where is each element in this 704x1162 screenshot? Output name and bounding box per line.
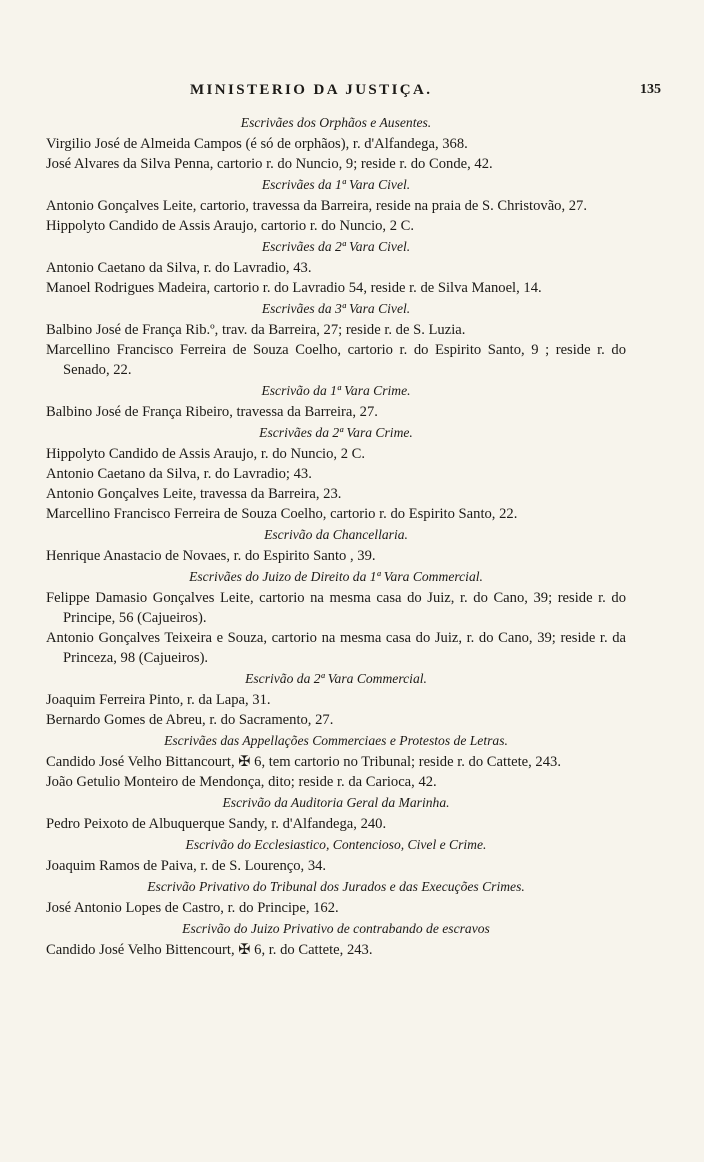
list-entry: Marcellino Francisco Ferreira de Souza Coelho, cartorio r. do Espirito Santo, 22. xyxy=(46,506,518,522)
list-entry: João Getulio Monteiro de Mendonça, dito; reside r. da Carioca, 42. xyxy=(46,774,437,790)
section-heading: Escrivão do Juizo Privativo de contrabando de escravos xyxy=(182,921,490,936)
list-entry: Virgilio José de Almeida Campos (é só de orphãos), r. d'Alfandega, 368. xyxy=(46,136,468,152)
list-entry: Candido José Velho Bittencourt, ✠ 6, r. do Cattete, 243. xyxy=(46,942,373,958)
section-heading: Escrivão da Auditoria Geral da Marinha. xyxy=(222,795,450,810)
section-heading: Escrivães da 2ª Vara Civel. xyxy=(261,239,411,254)
running-head xyxy=(0,82,704,104)
list-entry: Manoel Rodrigues Madeira, cartorio r. do Lavradio 54, reside r. de Silva Manoel, 14. xyxy=(46,280,542,296)
list-entry: Antonio Gonçalves Leite, travessa da Barreira, 23. xyxy=(46,486,342,502)
list-entry: José Alvares da Silva Penna, cartorio r. do Nuncio, 9; reside r. do Conde, 42. xyxy=(46,156,493,172)
section-heading: Escrivão da 2ª Vara Commercial. xyxy=(245,671,427,686)
list-entry: Hippolyto Candido de Assis Araujo, r. do Nuncio, 2 C. xyxy=(46,446,366,462)
list-entry: Balbino José de França Rib.º, trav. da Barreira, 27; reside r. de S. Luzia. xyxy=(46,322,466,338)
list-entry: Antonio Gonçalves Teixeira e Souza, cartorio na mesma casa do Juiz, r. do Cano, 39; reside r. da Princeza, 98 (Cajueiros). xyxy=(46,630,626,666)
list-entry: Joaquim Ferreira Pinto, r. da Lapa, 31. xyxy=(46,692,271,708)
list-entry: José Antonio Lopes de Castro, r. do Principe, 162. xyxy=(46,900,339,916)
list-entry: Candido José Velho Bittancourt, ✠ 6, tem cartorio no Tribunal; reside r. do Cattete, 243. xyxy=(46,754,561,770)
list-entry: Marcellino Francisco Ferreira de Souza Coelho, cartorio r. do Espirito Santo, 9 ; reside r. do Senado, 22. xyxy=(46,342,626,378)
section-heading: Escrivães das Appellações Commerciaes e Protestos de Letras. xyxy=(164,733,508,748)
section-heading: Escrivão da Chancellaria. xyxy=(264,527,408,542)
list-entry: Balbino José de França Ribeiro, travessa da Barreira, 27. xyxy=(46,404,378,420)
list-entry: Felippe Damasio Gonçalves Leite, cartorio na mesma casa do Juiz, r. do Cano, 39; reside r. do Principe, 56 (Cajueiros). xyxy=(46,590,626,626)
section-heading: Escrivão do Ecclesiastico, Contencioso, Civel e Crime. xyxy=(185,837,487,852)
section-heading: Escrivães dos Orphãos e Ausentes. xyxy=(240,115,432,130)
list-entry: Antonio Gonçalves Leite, cartorio, travessa da Barreira, reside na praia de S. Christovão, 27. xyxy=(46,198,588,214)
list-entry: Joaquim Ramos de Paiva, r. de S. Lourenço, 34. xyxy=(46,858,327,874)
list-entry: Antonio Caetano da Silva, r. do Lavradio, 43. xyxy=(46,260,312,276)
list-entry: Pedro Peixoto de Albuquerque Sandy, r. d'Alfandega, 240. xyxy=(46,816,387,832)
section-heading: Escrivão da 1ª Vara Crime. xyxy=(261,383,411,398)
list-entry: Hippolyto Candido de Assis Araujo, cartorio r. do Nuncio, 2 C. xyxy=(46,218,415,234)
section-heading: Escrivães da 2ª Vara Crime. xyxy=(259,425,413,440)
list-entry: Bernardo Gomes de Abreu, r. do Sacramento, 27. xyxy=(46,712,334,728)
section-heading: Escrivão Privativo do Tribunal dos Jurados e das Execuções Crimes. xyxy=(147,879,525,894)
list-entry: Antonio Caetano da Silva, r. do Lavradio; 43. xyxy=(46,466,312,482)
section-heading: Escrivães da 3ª Vara Civel. xyxy=(261,301,411,316)
running-title: MINISTERIO DA JUSTIÇA. xyxy=(190,82,433,98)
directory-content xyxy=(46,112,626,960)
page-number: 135 xyxy=(640,82,661,97)
list-entry: Henrique Anastacio de Novaes, r. do Espirito Santo , 39. xyxy=(46,548,376,564)
section-heading: Escrivães da 1ª Vara Civel. xyxy=(261,177,411,192)
section-heading: Escrivães do Juizo de Direito da 1ª Vara Commercial. xyxy=(189,569,483,584)
